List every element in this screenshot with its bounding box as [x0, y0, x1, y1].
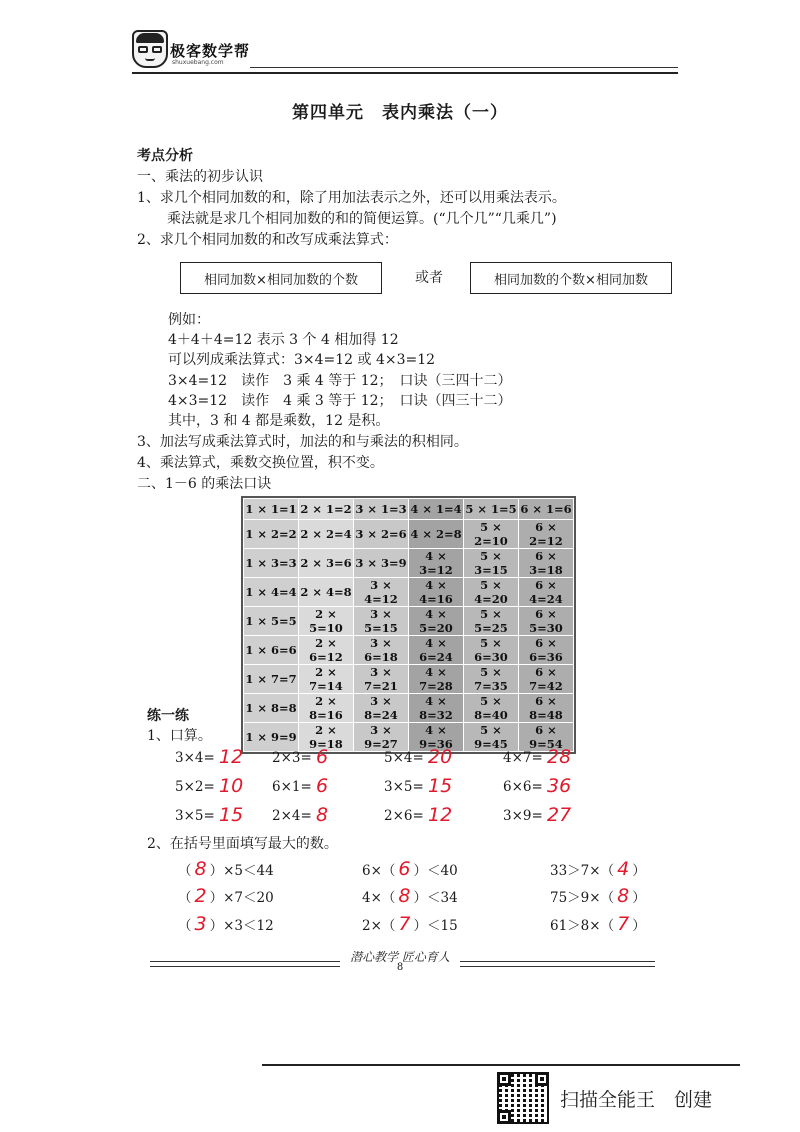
table-cell: 5 × 8=40	[464, 693, 519, 722]
question-1-label: 1、口算。	[147, 728, 212, 744]
table-cell: 4 × 8=32	[409, 693, 464, 722]
fill-blank-item	[362, 858, 458, 880]
section-1-heading: 一、乘法的初步认识	[137, 169, 263, 185]
handwritten-answer: 12	[428, 804, 453, 826]
point-4: 4、乘法算式，乘数交换位置，积不变。	[137, 455, 384, 471]
multiplication-table	[243, 498, 574, 752]
logo-subtext: shuxuebang.com	[172, 59, 224, 66]
fill-blank-item	[550, 885, 646, 907]
oral-expression: 2×6=	[384, 808, 424, 824]
table-cell: 2 × 4=8	[299, 577, 354, 606]
example-label: 例如：	[168, 312, 210, 328]
fill-prefix: 61＞8×（	[550, 918, 615, 934]
analysis-heading: 考点分析	[137, 148, 193, 164]
fill-prefix: 2×（	[362, 918, 396, 934]
table-cell: 3 × 7=21	[354, 664, 409, 693]
handwritten-answer: 8	[316, 804, 329, 826]
example-line-3: 3×4=12 读作 3 乘 4 等于 12； 口诀（三四十二）	[168, 373, 512, 389]
fill-prefix: 6×（	[362, 863, 396, 879]
fill-suffix: ）	[632, 890, 646, 906]
oral-expression: 6×1=	[272, 779, 312, 795]
table-cell: 3 × 3=9	[354, 548, 409, 577]
handwritten-answer: 7	[617, 913, 630, 935]
table-row	[244, 635, 574, 664]
oral-expression: 6×6=	[503, 779, 543, 795]
fill-prefix: （	[178, 863, 192, 879]
table-cell: 6 × 3=18	[519, 548, 574, 577]
table-cell: 5 × 1=5	[464, 499, 519, 520]
oral-expression: 3×9=	[503, 808, 543, 824]
table-row	[244, 577, 574, 606]
point-3: 3、加法写成乘法算式时，加法的和与乘法的积相同。	[137, 434, 468, 450]
scanner-watermark: 扫描全能王 创建	[560, 1089, 713, 1111]
fill-suffix: ）×5＜44	[209, 863, 274, 879]
qr-code-icon	[497, 1072, 549, 1124]
table-cell: 6 × 2=12	[519, 519, 574, 548]
table-cell: 2 × 2=4	[299, 519, 354, 548]
table-cell: 5 × 3=15	[464, 548, 519, 577]
table-row	[244, 693, 574, 722]
table-cell: 1 × 2=2	[244, 519, 299, 548]
footer-motto: 潜心教学 匠心育人	[350, 950, 450, 964]
oral-expression: 5×4=	[384, 750, 424, 766]
example-line-5: 其中，3 和 4 都是乘数，12 是积。	[168, 413, 390, 429]
example-line-2: 可以列成乘法算式：3×4=12 或 4×3=12	[168, 352, 436, 368]
table-cell: 5 × 9=45	[464, 722, 519, 751]
question-2-label: 2、在括号里面填写最大的数。	[147, 836, 338, 852]
handwritten-answer: 7	[398, 913, 411, 935]
table-cell: 6 × 1=6	[519, 499, 574, 520]
table-cell: 4 × 7=28	[409, 664, 464, 693]
handwritten-answer: 6	[316, 746, 329, 768]
table-row	[244, 548, 574, 577]
fill-suffix: ）＜15	[413, 918, 458, 934]
logo-avatar	[132, 30, 168, 68]
oral-expression: 3×5=	[175, 808, 215, 824]
or-label: 或者	[415, 270, 443, 286]
fill-suffix: ）＜40	[413, 863, 458, 879]
table-cell: 1 × 6=6	[244, 635, 299, 664]
table-cell: 4 × 4=16	[409, 577, 464, 606]
table-cell: 6 × 4=24	[519, 577, 574, 606]
table-cell: 5 × 4=20	[464, 577, 519, 606]
handwritten-answer: 8	[194, 858, 207, 880]
fill-blank-item	[178, 913, 274, 935]
table-cell: 1 × 4=4	[244, 577, 299, 606]
table-cell: 5 × 7=35	[464, 664, 519, 693]
handwritten-answer: 4	[617, 858, 630, 880]
table-cell: 1 × 1=1	[244, 499, 299, 520]
table-cell: 2 × 8=16	[299, 693, 354, 722]
table-cell: 4 × 6=24	[409, 635, 464, 664]
oral-expression: 3×4=	[175, 750, 215, 766]
table-cell: 2 × 6=12	[299, 635, 354, 664]
oral-expression: 2×4=	[272, 808, 312, 824]
table-cell: 1 × 3=3	[244, 548, 299, 577]
table-cell: 1 × 9=9	[244, 722, 299, 751]
fill-suffix: ）	[632, 863, 646, 879]
table-cell: 5 × 6=30	[464, 635, 519, 664]
footer-rule-right-2	[460, 966, 655, 967]
point-1-note: 乘法就是求几个相同加数的和的简便运算。(“几个几”“几乘几”)	[167, 211, 557, 227]
handwritten-answer: 6	[316, 775, 329, 797]
fill-blank-item	[550, 913, 646, 935]
example-line-1: 4＋4＋4=12 表示 3 个 4 相加得 12	[168, 332, 399, 348]
formula-box-right: 相同加数的个数×相同加数	[470, 262, 672, 294]
formula-box-left: 相同加数×相同加数的个数	[180, 262, 382, 294]
fill-suffix: ）×3＜12	[209, 918, 274, 934]
oral-expression: 2×3=	[272, 750, 312, 766]
page-title: 第四单元 表内乘法（一）	[292, 103, 508, 123]
table-cell: 6 × 5=30	[519, 606, 574, 635]
section-2-heading: 二、1－6 的乘法口诀	[137, 476, 272, 492]
example-line-4: 4×3=12 读作 4 乘 3 等于 12； 口诀（四三十二）	[168, 393, 512, 409]
table-cell: 1 × 8=8	[244, 693, 299, 722]
scan-rule	[262, 1064, 740, 1066]
handwritten-answer: 8	[617, 885, 630, 907]
table-cell: 1 × 7=7	[244, 664, 299, 693]
table-cell: 2 × 1=2	[299, 499, 354, 520]
table-cell: 3 × 5=15	[354, 606, 409, 635]
point-1: 1、求几个相同加数的和，除了用加法表示之外，还可以用乘法表示。	[137, 190, 566, 206]
table-cell: 6 × 9=54	[519, 722, 574, 751]
fill-prefix: 33＞7×（	[550, 863, 615, 879]
table-cell: 4 × 3=12	[409, 548, 464, 577]
fill-blank-item	[362, 885, 458, 907]
handwritten-answer: 8	[398, 885, 411, 907]
oral-expression: 5×2=	[175, 779, 215, 795]
header-rule	[250, 67, 678, 68]
handwritten-answer: 15	[219, 804, 244, 826]
handwritten-answer: 12	[219, 746, 244, 768]
fill-blank-item	[550, 858, 646, 880]
table-row	[244, 606, 574, 635]
handwritten-answer: 36	[547, 775, 572, 797]
table-cell: 4 × 5=20	[409, 606, 464, 635]
table-cell: 4 × 1=4	[409, 499, 464, 520]
table-cell: 3 × 8=24	[354, 693, 409, 722]
handwritten-answer: 10	[219, 775, 244, 797]
fill-blank-item	[362, 913, 458, 935]
table-cell: 4 × 9=36	[409, 722, 464, 751]
table-row	[244, 664, 574, 693]
table-cell: 2 × 3=6	[299, 548, 354, 577]
fill-prefix: （	[178, 918, 192, 934]
handwritten-answer: 27	[547, 804, 572, 826]
handwritten-answer: 2	[194, 885, 207, 907]
oral-expression: 4×7=	[503, 750, 543, 766]
table-cell: 3 × 1=3	[354, 499, 409, 520]
handwritten-answer: 28	[547, 746, 572, 768]
table-row	[244, 519, 574, 548]
table-row	[244, 722, 574, 751]
fill-suffix: ）＜34	[413, 890, 458, 906]
table-cell: 3 × 2=6	[354, 519, 409, 548]
table-cell: 5 × 2=10	[464, 519, 519, 548]
fill-prefix: 75＞9×（	[550, 890, 615, 906]
logo-text: 极客数学帮	[170, 42, 251, 60]
table-cell: 5 × 5=25	[464, 606, 519, 635]
handwritten-answer: 6	[398, 858, 411, 880]
table-row	[244, 499, 574, 520]
oral-expression: 3×5=	[384, 779, 424, 795]
practice-heading: 练一练	[147, 708, 189, 724]
table-cell: 3 × 4=12	[354, 577, 409, 606]
fill-suffix: ）	[632, 918, 646, 934]
footer-rule-left	[150, 961, 340, 962]
table-cell: 3 × 6=18	[354, 635, 409, 664]
fill-prefix: （	[178, 890, 192, 906]
table-cell: 3 × 9=27	[354, 722, 409, 751]
handwritten-answer: 3	[194, 913, 207, 935]
table-cell: 1 × 5=5	[244, 606, 299, 635]
table-cell: 2 × 5=10	[299, 606, 354, 635]
table-cell: 6 × 7=42	[519, 664, 574, 693]
fill-prefix: 4×（	[362, 890, 396, 906]
table-cell: 2 × 7=14	[299, 664, 354, 693]
table-cell: 6 × 6=36	[519, 635, 574, 664]
header-rule-thick	[132, 72, 678, 74]
table-cell: 6 × 8=48	[519, 693, 574, 722]
table-cell: 2 × 9=18	[299, 722, 354, 751]
handwritten-answer: 20	[428, 746, 453, 768]
handwritten-answer: 15	[428, 775, 453, 797]
point-2: 2、求几个相同加数的和改写成乘法算式：	[137, 232, 398, 248]
fill-blank-item	[178, 858, 274, 880]
page-number: 8	[396, 962, 404, 973]
footer-rule-right	[460, 961, 655, 962]
fill-suffix: ）×7＜20	[209, 890, 274, 906]
table-cell: 4 × 2=8	[409, 519, 464, 548]
fill-blank-item	[178, 885, 274, 907]
footer-rule-left-2	[150, 966, 340, 967]
